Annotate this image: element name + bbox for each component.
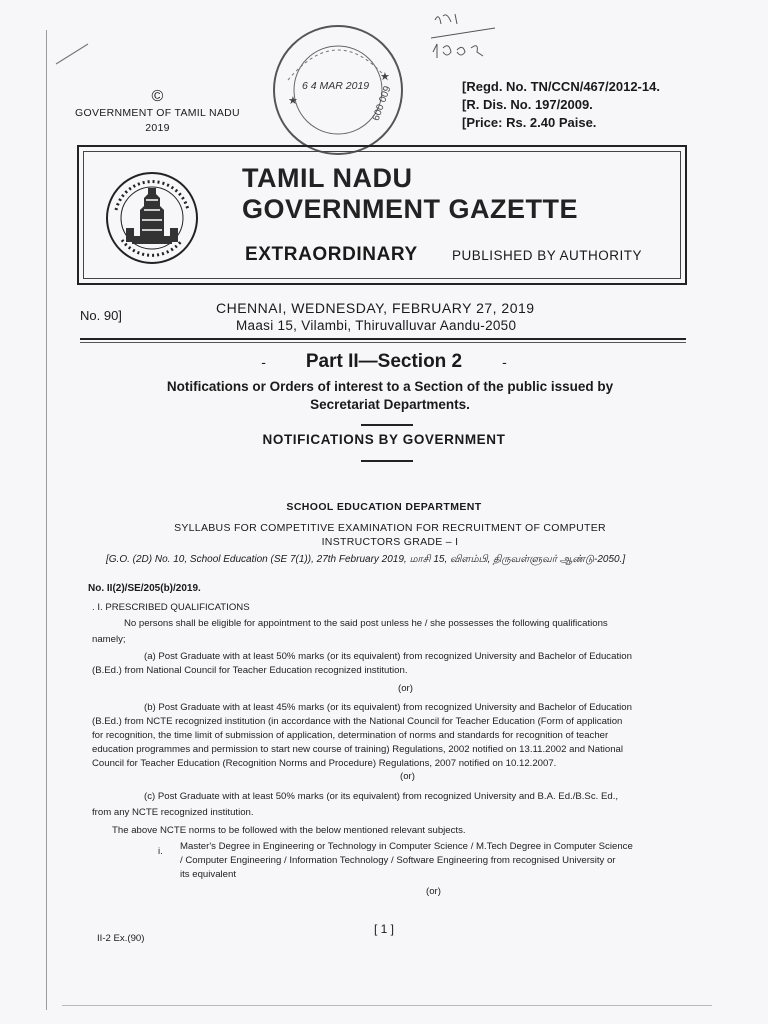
clause-b-line4: education programmes and permission to start new course of training) Regulations, 2002 notified on 13.11.2002 and National <box>92 744 624 755</box>
or-separator: (or) <box>426 886 441 897</box>
short-rule <box>361 460 413 462</box>
or-separator: (or) <box>400 771 415 782</box>
short-rule <box>361 424 413 426</box>
stamp-code: 600 009 <box>370 84 394 123</box>
registration-block <box>462 78 660 132</box>
reference-number: No. II(2)/SE/205(b)/2019. <box>88 583 201 594</box>
regd-number: [Regd. No. TN/CCN/467/2012-14. <box>462 79 660 94</box>
clause-b-line5: Council for Teacher Education (Recognition Norms and Procedure) Regulations, 2007 notified on 10.12.2007. <box>92 758 557 769</box>
item-i-number: i. <box>158 846 163 857</box>
part-title: Part II—Section 2 <box>305 351 463 372</box>
issue-tamil-date: Maasi 15, Vilambi, Thiruvalluvar Aandu-2050 <box>236 318 517 333</box>
divider-thick <box>80 338 686 340</box>
item-i-line3: its equivalent <box>180 869 236 880</box>
intro-line1: No persons shall be eligible for appointment to the said post unless he / she possesses the following qualifications <box>124 618 608 629</box>
gazette-title-line1: TAMIL NADU <box>242 163 413 193</box>
ncte-norms-line: The above NCTE norms to be followed with the below mentioned relevant subjects. <box>112 825 466 836</box>
rdis-number: [R. Dis. No. 197/2009. <box>462 97 593 112</box>
issue-date: CHENNAI, WEDNESDAY, FEBRUARY 27, 2019 <box>216 300 535 316</box>
copyright-block <box>70 88 245 136</box>
qualifications-heading: . I. PRESCRIBED QUALIFICATIONS <box>92 602 250 613</box>
dash-right: - <box>502 354 507 370</box>
publisher-name: GOVERNMENT OF TAMIL NADU <box>75 107 240 119</box>
bottom-edge <box>62 1005 712 1006</box>
notifications-heading: NOTIFICATIONS BY GOVERNMENT <box>262 432 506 447</box>
clause-c-line1: (c) Post Graduate with at least 50% marks (or its equivalent) from recognized University and B.A. Ed./B.Sc. Ed., <box>144 791 619 802</box>
clause-a-line2: (B.Ed.) from National Council for Teacher Education recognized institution. <box>92 665 408 676</box>
item-i-line2: / Computer Engineering / Information Technology / Software Engineering from recognised University or <box>180 855 616 866</box>
clause-b-line3: for recognition, the time limit of submission of application, determination of norms and standards for recognition of teacher <box>92 730 609 741</box>
department-heading: SCHOOL EDUCATION DEPARTMENT <box>286 501 482 513</box>
page-number: [ 1 ] <box>373 922 394 936</box>
svg-text:★: ★ <box>288 94 298 107</box>
gazette-title-line2: GOVERNMENT GAZETTE <box>242 194 579 224</box>
issue-number: No. 90] <box>80 308 122 323</box>
published-by-authority: PUBLISHED BY AUTHORITY <box>452 248 643 263</box>
copyright-icon: © <box>151 88 164 105</box>
dash-left: - <box>261 354 266 370</box>
item-i-line1: Master's Degree in Engineering or Technology in Computer Science / M.Tech Degree in Computer Science <box>180 841 633 852</box>
price: [Price: Rs. 2.40 Paise. <box>462 115 597 130</box>
publication-year: 2019 <box>145 122 170 134</box>
go-reference: [G.O. (2D) No. 10, School Education (SE 7(1)), 27th February 2019, மாசி 15, விளம்பி, திருவள்ளுவர் ஆண்டு-2050.] <box>106 554 626 565</box>
part-heading <box>0 351 768 373</box>
library-stamp <box>268 20 408 160</box>
divider-thin <box>80 342 686 343</box>
pencil-tick-mark <box>52 40 92 70</box>
syllabus-title: SYLLABUS FOR COMPETITIVE EXAMINATION FOR RECRUITMENT OF COMPUTER INSTRUCTORS GRADE – I <box>174 522 606 548</box>
clause-a-line1: (a) Post Graduate with at least 50% marks (or its equivalent) from recognized University and Bachelor of Education <box>144 651 632 662</box>
footer-code: II-2 Ex.(90) <box>97 933 145 944</box>
clause-b-line1: (b) Post Graduate with at least 45% marks (or its equivalent) from recognized University and Bachelor of Education <box>144 702 632 713</box>
clause-c-line2: from any NCTE recognized institution. <box>92 807 254 818</box>
stamp-date: 6 4 MAR 2019 <box>302 80 370 92</box>
margin-line <box>46 30 47 1010</box>
svg-text:★: ★ <box>380 70 390 83</box>
handwritten-note <box>425 8 505 68</box>
tamil-nadu-emblem-icon <box>104 170 200 266</box>
section-subtitle: Notifications or Orders of interest to a Section of the public issued by Secretariat Departments. <box>166 379 614 412</box>
or-separator: (or) <box>398 683 413 694</box>
intro-line2: namely; <box>92 634 126 645</box>
clause-b-line2: (B.Ed.) from NCTE recognized institution (in accordance with the National Council for Teacher Education (Form of application <box>92 716 623 727</box>
extraordinary-label: EXTRAORDINARY <box>245 244 418 265</box>
